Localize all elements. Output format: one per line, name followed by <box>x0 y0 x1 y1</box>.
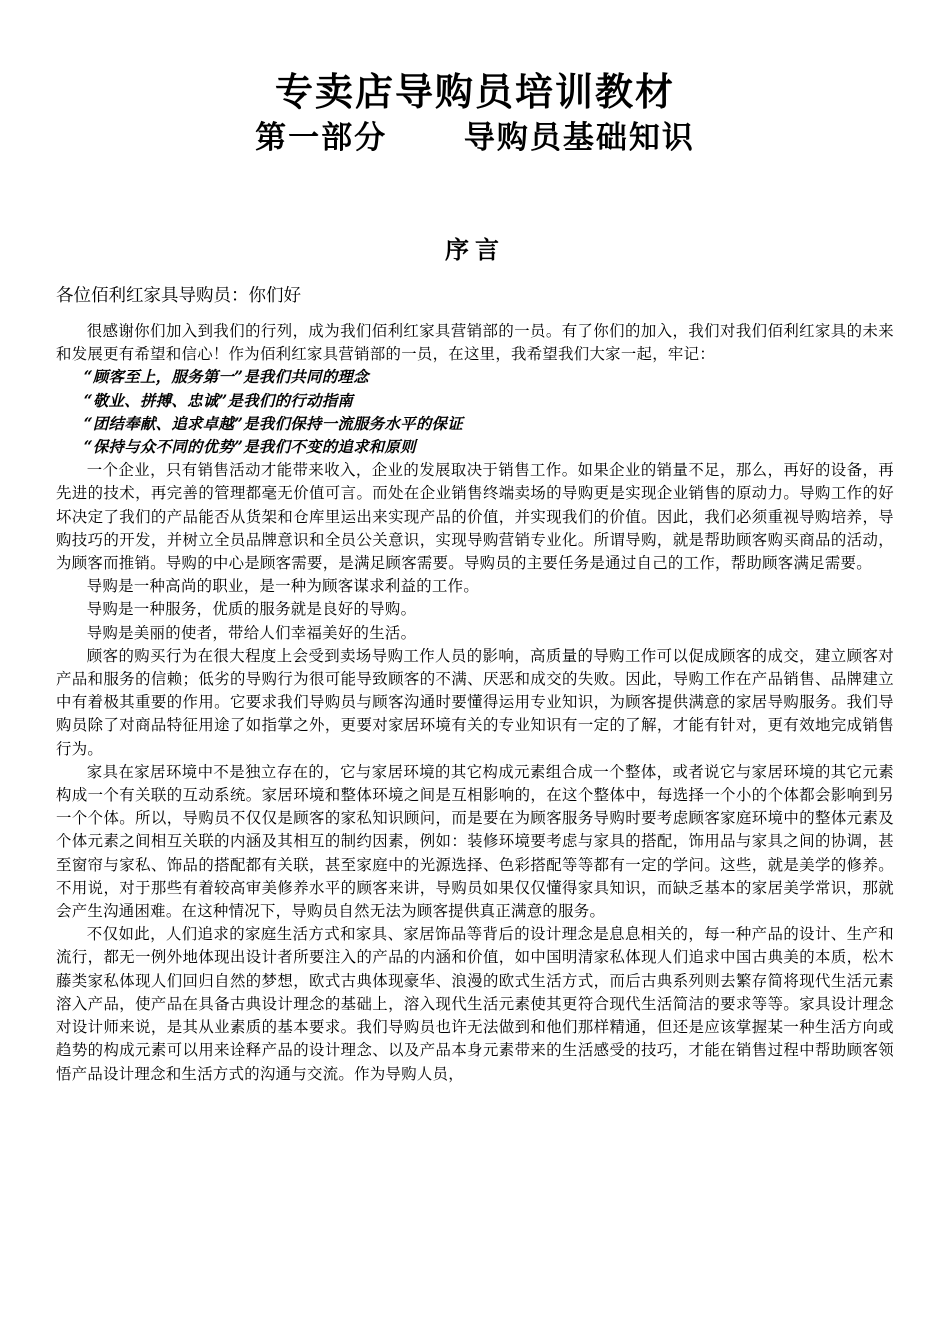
body-paragraph: 导购是美丽的使者，带给人们幸福美好的生活。 <box>86 623 417 642</box>
document-subtitle: 第一部分 导购员基础知识 <box>255 120 695 156</box>
body-paragraph: 导购是一种服务，优质的服务就是良好的导购。 <box>86 600 417 619</box>
motto-line: “顾客至上，服务第一”是我们共同的理念 <box>83 368 369 387</box>
motto-line: “敬业、拼搏、忠诚”是我们的行动指南 <box>83 391 354 410</box>
body-paragraph: 家具在家居环境中不是独立存在的，它与家居环境的其它构成元素组合成一个整体，或者说它与家居环境的其它元素构成一个有关联的互动系统。家居环境和整体环境之间是互相影响的，在这个整体中，每选择一个小的个体都会影响到另一个个体。所以，导购员不仅仅是顾客的家私知识顾问，而是要在为顾客服务导购时要考虑顾客家庭环境中的整体元素及个体元素之间相互关联的内涵及其相互的制约因素，例如：装修环境要考虑与家具的搭配，饰用品与家具之间的协调，甚至窗帘与家私、饰品的搭配都有关联，甚至家庭中的光源选择、色彩搭配等等都有一定的学问。这些，就是美学的修养。不用说，对于那些有着较高审美修养水平的顾客来讲，导购员如果仅仅懂得家具知识，而缺乏基本的家居美学常识，那就会产生沟通困难。在这种情况下，导购员自然无法为顾客提供真正满意的服务。 <box>56 762 894 921</box>
body-paragraph: 一个企业，只有销售活动才能带来收入，企业的发展取决于销售工作。如果企业的销量不足，那么，再好的设备，再先进的技术，再完善的管理都毫无价值可言。而处在企业销售终端卖场的导购更是实现企业销售的原动力。导购工作的好坏决定了我们的产品能否从货架和仓库里运出来实现产品的价值，并实现我们的价值。因此，我们必须重视导购培养，导购技巧的开发，并树立全员品牌意识和全员公关意识，实现导购营销专业化。所谓导购，就是帮助顾客购买商品的活动，为顾客而推销。导购的中心是顾客需要，是满足顾客需要。导购员的主要任务是通过自己的工作，帮助顾客满足需要。 <box>56 461 894 573</box>
body-paragraph: 不仅如此，人们追求的家庭生活方式和家具、家居饰品等背后的设计理念是息息相关的，每一种产品的设计、生产和流行，都无一例外地体现出设计者所要注入的产品的内涵和价值，如中国明清家私体现人们追求中国古典美的本质，松木藤类家私体现人们回归自然的梦想，欧式古典体现豪华、浪漫的欧式生活方式，而后古典系列则去繁存简将现代生活元素溶入产品，使产品在具备古典设计理念的基础上，溶入现代生活元素使其更符合现代生活简洁的要求等等。家具设计理念对设计师来说，是其从业素质的基本要求。我们导购员也许无法做到和他们那样精通，但还是应该掌握某一种生活方向或趋势的构成元素可以用来诠释产品的设计理念、以及产品本身元素带来的生活感受的技巧，才能在销售过程中帮助顾客领悟产品设计理念和生活方式的沟通与交流。作为导购人员， <box>56 925 894 1083</box>
preface-heading: 序言 <box>445 235 505 264</box>
body-paragraph: 导购是一种高尚的职业，是一种为顾客谋求利益的工作。 <box>86 577 480 596</box>
motto-line: “团结奉献、追求卓越”是我们保持一流服务水平的保证 <box>83 414 463 433</box>
greeting-line: 各位佰利红家具导购员：你们好 <box>56 286 301 306</box>
document-title: 专卖店导购员培训教材 <box>274 69 675 114</box>
body-paragraph: 顾客的购买行为在很大程度上会受到卖场导购工作人员的影响，高质量的导购工作可以促成顾客的成交，建立顾客对产品和服务的信赖；低劣的导购行为很可能导致顾客的不满、厌恶和成交的失败。因此，导购工作在产品销售、品牌建立中有着极其重要的作用。它要求我们导购员与顾客沟通时要懂得运用专业知识，为顾客提供满意的家居导购服务。我们导购员除了对商品特征用途了如指掌之外，更要对家居环境有关的专业知识有一定的了解，才能有针对，更有效地完成销售行为。 <box>56 646 894 758</box>
intro-paragraph: 很感谢你们加入到我们的行列，成为我们佰利红家具营销部的一员。有了你们的加入，我们对我们佰利红家具的未来和发展更有希望和信心！作为佰利红家具营销部的一员，在这里，我希望我们大家一起，牢记： <box>56 322 894 364</box>
motto-line: “保持与众不同的优势”是我们不变的追求和原则 <box>83 438 416 457</box>
document-body <box>56 320 894 1086</box>
